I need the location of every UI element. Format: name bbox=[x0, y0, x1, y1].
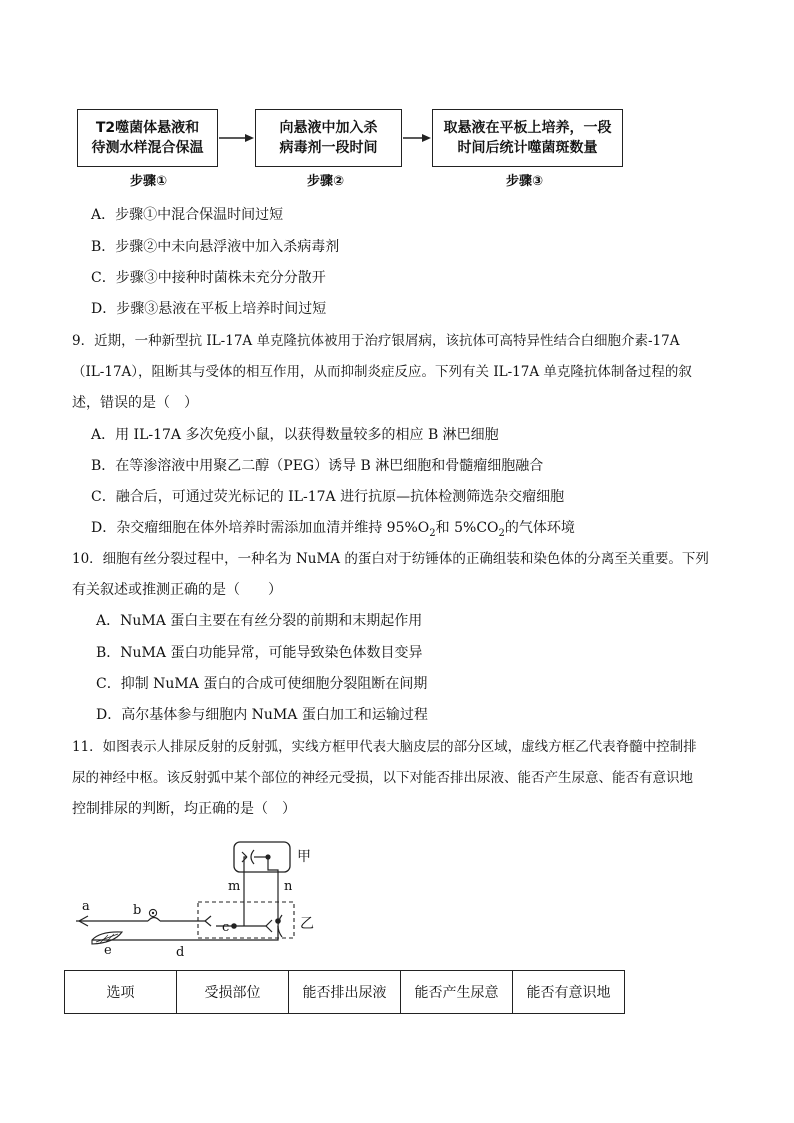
q10-option-b: B．NuMA 蛋白功能异常，可能导致染色体数目变异 bbox=[96, 645, 423, 661]
q9-option-d-mid: 和 5%CO bbox=[435, 520, 499, 536]
step-label-3: 步骤③ bbox=[506, 174, 544, 189]
q10-option-c: C．抑制 NuMA 蛋白的合成可使细胞分裂阻断在间期 bbox=[96, 676, 428, 692]
table-header-cell: 能否排出尿液 bbox=[289, 971, 401, 1014]
label-yi: 乙 bbox=[300, 916, 314, 932]
table-header-cell: 选项 bbox=[65, 971, 177, 1014]
q10-stem-line2: 有关叙述或推测正确的是（ ） bbox=[72, 582, 282, 598]
flow-box-2-line2: 病毒剂一段时间 bbox=[279, 140, 378, 156]
q9-option-d-pre: D．杂交瘤细胞在体外培养时需添加血清并维持 95%O bbox=[91, 520, 430, 536]
q8-option-d: D．步骤③悬液在平板上培养时间过短 bbox=[91, 301, 327, 317]
q11-stem-line1: 11．如图表示人排尿反射的反射弧，实线方框甲代表大脑皮层的部分区域，虚线方框乙代表脊髓中控制排 bbox=[72, 739, 697, 755]
q8-option-a: A．步骤①中混合保温时间过短 bbox=[91, 207, 284, 223]
q10-option-a: A．NuMA 蛋白主要在有丝分裂的前期和末期起作用 bbox=[96, 613, 423, 629]
q11-stem-line3: 控制排尿的判断，均正确的是（ ） bbox=[72, 801, 296, 817]
table-row bbox=[65, 971, 625, 1014]
q9-option-c: C．融合后，可通过荧光标记的 IL-17A 进行抗原—抗体检测筛选杂交瘤细胞 bbox=[91, 489, 565, 505]
q10-option-d: D．高尔基体参与细胞内 NuMA 蛋白加工和运输过程 bbox=[96, 707, 428, 723]
table-header-cell: 能否产生尿意 bbox=[401, 971, 513, 1014]
step-label-2: 步骤② bbox=[307, 174, 345, 189]
label-a: a bbox=[82, 899, 90, 914]
label-c: c bbox=[222, 920, 230, 935]
flow-box-3-line2: 时间后统计噬菌斑数量 bbox=[457, 140, 598, 156]
table-header-cell: 能否有意识地 bbox=[513, 971, 625, 1014]
table-header-cell: 受损部位 bbox=[177, 971, 289, 1014]
flow-box-1-line1: T2噬菌体悬液和 bbox=[95, 120, 200, 136]
q11-options-table bbox=[64, 970, 625, 1014]
q9-option-b: B．在等渗溶液中用聚乙二醇（PEG）诱导 B 淋巴细胞和骨髓瘤细胞融合 bbox=[91, 458, 544, 474]
flow-box-2-line1: 向悬液中加入杀 bbox=[279, 120, 378, 136]
flow-box-1-line2: 待测水样混合保温 bbox=[91, 140, 204, 156]
label-jia: 甲 bbox=[297, 849, 311, 865]
q10-stem-line1: 10．细胞有丝分裂过程中，一种名为 NuMA 的蛋白对于纺锤体的正确组装和染色体的分离至关重要。下列 bbox=[72, 551, 709, 567]
label-e: e bbox=[104, 943, 112, 958]
q9-option-d-sub1: 2 bbox=[429, 527, 436, 539]
q8-option-b: B．步骤②中未向悬浮液中加入杀病毒剂 bbox=[91, 239, 340, 255]
q9-stem-line3: 述，错误的是（ ） bbox=[72, 395, 198, 411]
q9-stem-line2: （IL-17A），阻断其与受体的相互作用，从而抑制炎症反应。下列有关 IL-17A 单克隆抗体制备过程的叙 bbox=[72, 364, 692, 380]
q9-stem-line1: 9．近期，一种新型抗 IL-17A 单克隆抗体被用于治疗银屑病，该抗体可高特异性结合白细胞介素-17A bbox=[72, 333, 680, 349]
q9-option-a: A．用 IL-17A 多次免疫小鼠，以获得数量较多的相应 B 淋巴细胞 bbox=[91, 427, 499, 443]
step-label-1: 步骤① bbox=[130, 174, 168, 189]
q8-option-c: C．步骤③中接种时菌株未充分分散开 bbox=[91, 270, 326, 286]
label-d: d bbox=[176, 945, 185, 960]
flow-box-3-line1: 取悬液在平板上培养，一段 bbox=[443, 120, 612, 136]
label-m: m bbox=[228, 879, 241, 894]
q9-option-d-post: 的气体环境 bbox=[504, 520, 575, 536]
label-n: n bbox=[284, 879, 293, 894]
label-b: b bbox=[133, 903, 142, 918]
q11-stem-line2: 尿的神经中枢。该反射弧中某个部位的神经元受损，以下对能否排出尿液、能否产生尿意、能否有意识地 bbox=[72, 770, 693, 786]
q9-option-d-sub2: 2 bbox=[498, 527, 505, 539]
